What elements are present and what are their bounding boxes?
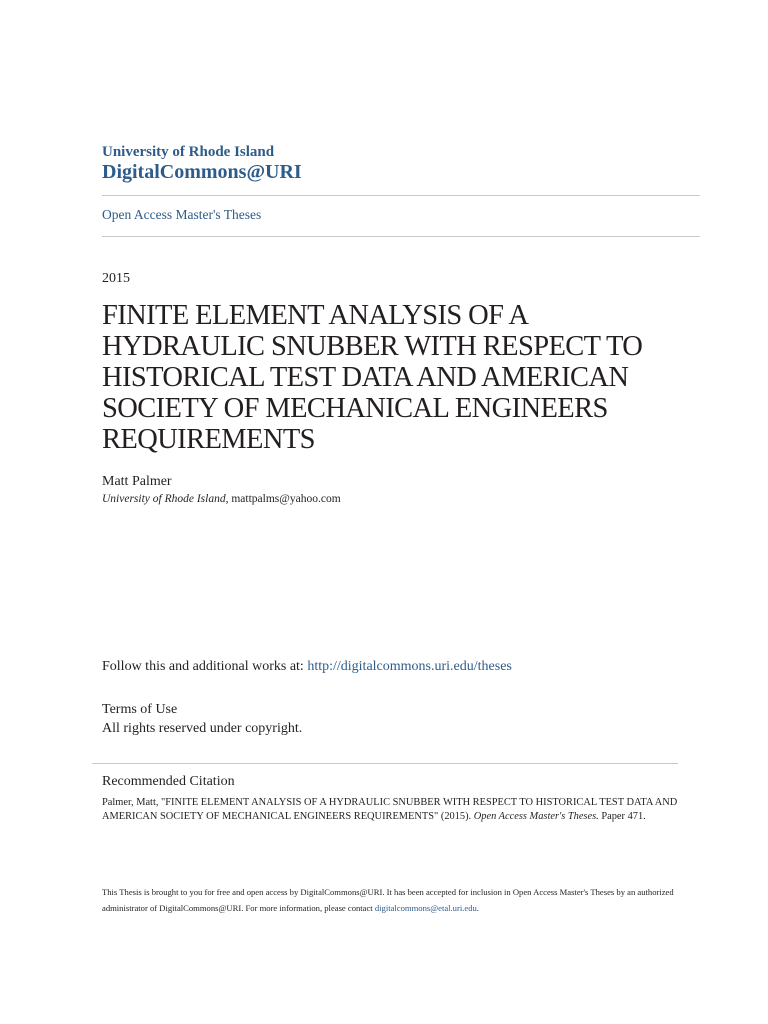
citation-divider: [92, 763, 678, 764]
footer-end: .: [476, 903, 479, 913]
collection-divider: [102, 236, 700, 237]
contact-email-link[interactable]: digitalcommons@etal.uri.edu: [374, 903, 477, 913]
title-line: SOCIETY OF MECHANICAL ENGINEERS: [102, 393, 608, 424]
title-line: HISTORICAL TEST DATA AND AMERICAN: [102, 362, 629, 393]
affiliation-name: University of Rhode Island: [102, 493, 226, 505]
footer-text: This Thesis is brought to you for free and open access by DigitalCommons@URI. It has been accepted for inclusion in Open Access Master's Theses by an authorized administrator of DigitalCommons@URI. For more information, please contact: [102, 887, 674, 913]
institution-name[interactable]: University of Rhode Island: [102, 144, 275, 160]
author-email: , mattpalms@yahoo.com: [225, 493, 341, 505]
author-name: Matt Palmer: [102, 474, 172, 489]
title-line: HYDRAULIC SNUBBER WITH RESPECT TO: [102, 331, 643, 362]
title-line: REQUIREMENTS: [102, 424, 315, 455]
citation-heading: Recommended Citation: [102, 774, 235, 789]
citation-body: Palmer, Matt, "FINITE ELEMENT ANALYSIS OF A HYDRAULIC SNUBBER WITH RESPECT TO HISTORICAL TEST DATA AND AMERICAN SOCIETY OF MECHANICAL ENGINEERS REQUIREMENTS" (2015).: [102, 797, 678, 822]
terms-text: All rights reserved under copyright.: [102, 721, 303, 736]
follow-works: [102, 659, 512, 675]
footer-notice: [102, 884, 682, 916]
follow-label: Follow this and additional works at:: [102, 659, 308, 674]
citation-paper: Paper 471.: [598, 811, 646, 822]
terms-heading: Terms of Use: [102, 702, 178, 717]
collection-link[interactable]: Open Access Master's Theses: [102, 207, 262, 222]
title-line: FINITE ELEMENT ANALYSIS OF A: [102, 300, 529, 331]
publication-year: 2015: [102, 271, 130, 286]
theses-link[interactable]: http://digitalcommons.uri.edu/theses: [307, 659, 512, 674]
repository-name[interactable]: DigitalCommons@URI: [102, 161, 302, 183]
author-affiliation: [102, 493, 341, 505]
citation-text: [102, 796, 682, 824]
thesis-title: [102, 300, 692, 455]
citation-series: Open Access Master's Theses.: [473, 811, 599, 822]
top-divider: [102, 195, 700, 196]
